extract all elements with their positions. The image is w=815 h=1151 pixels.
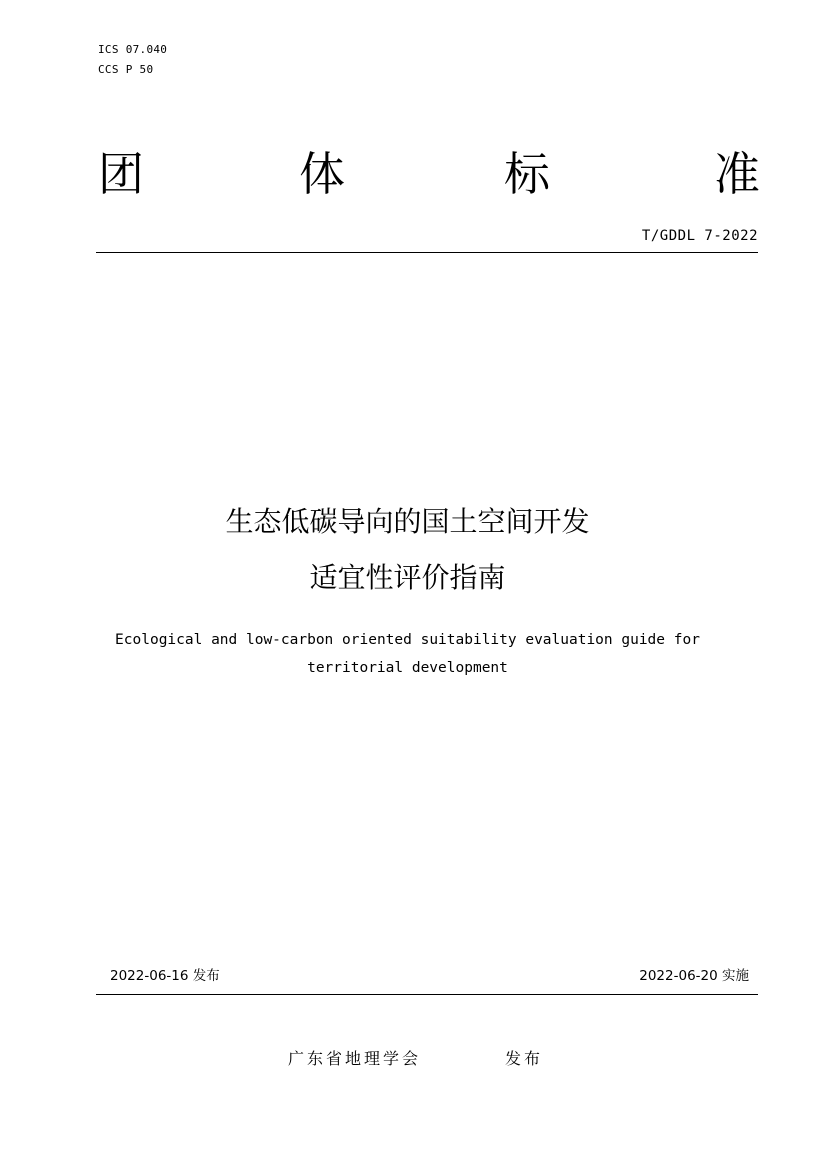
standard-type-heading (96, 142, 762, 206)
issue-date: 2022-06-16 发布 (110, 968, 220, 984)
standard-type-char: 标 (504, 147, 550, 201)
bottom-divider (96, 994, 758, 995)
title-chinese-line-2: 适宜性评价指南 (309, 561, 506, 594)
publish-label: 发布 (505, 1049, 544, 1068)
implementation-date: 2022-06-20 实施 (639, 968, 749, 984)
standard-type-char: 体 (299, 147, 345, 201)
title-chinese-line-1: 生态低碳导向的国土空间开发 (225, 505, 590, 538)
ccs-code: CCS P 50 (98, 63, 154, 76)
standard-type-char: 团 (98, 147, 144, 201)
top-divider (96, 252, 758, 253)
ics-code: ICS 07.040 (98, 43, 168, 56)
classification-codes (98, 40, 167, 80)
title-english-line-1: Ecological and low-carbon oriented suitability evaluation guide for (115, 632, 700, 648)
standard-number: T/GDDL 7-2022 (641, 228, 758, 244)
standard-type-char: 准 (714, 147, 760, 201)
publisher-name: 广东省地理学会 (288, 1049, 422, 1068)
title-english-line-2: territorial development (307, 660, 508, 676)
